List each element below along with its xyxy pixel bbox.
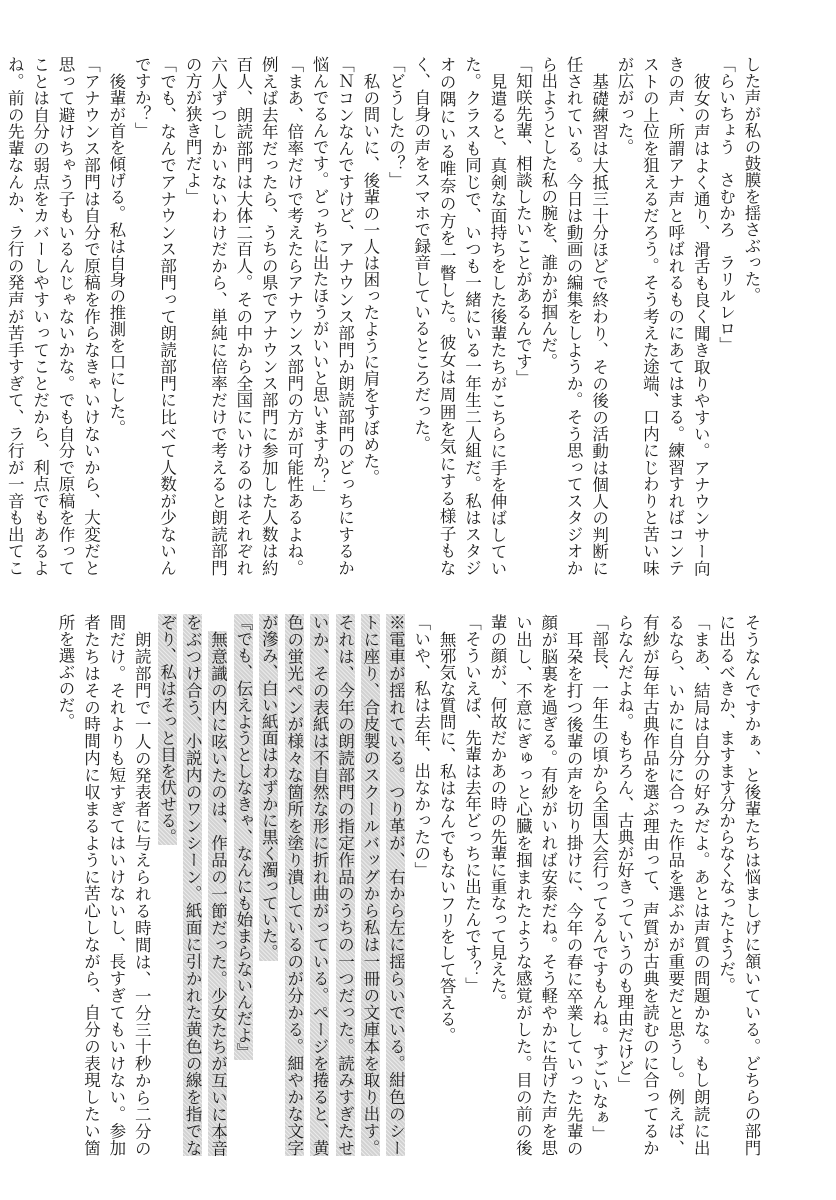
paragraph: 見遣ると、真剣な面持ちをした後輩たちがこちらに手を伸ばしていた。クラスも同じで、いつも一緒にいる一年生二人組だ。私はスタジオの隅にいる唯奈の方を一瞥した。彼女は周囲を気にする様子もなく、自身の声をスマホで録音しているところだった。 xyxy=(411,56,507,576)
dialogue-line: 「らいちょう さむかろ ラリルレロ」 xyxy=(716,56,736,353)
paragraph: した声が私の鼓膜を揺さぶった。 xyxy=(742,56,761,304)
flashback-paragraph xyxy=(154,614,230,1156)
dialogue-line: 「でも、なんでアナウンス部門って朗読部門に比べて人数が少ないんですか？」 xyxy=(132,56,177,576)
paragraph: 私の問いに、後輩の一人は困ったように肩をすぼめた。 xyxy=(360,72,380,485)
dialogue-line: 「そういえば、先輩は去年どっちに出たんです？」 xyxy=(462,614,482,994)
paragraph: 基礎練習は大抵三十分ほどで終わり、その後の活動は個人の判断に任されている。今日は動画の編集をしようか。そう思ってスタジオから出ようとした私の腕を、誰かが掴んだ。 xyxy=(538,56,609,576)
top-text-block xyxy=(5,56,764,576)
dialogue-line: 「どうしたの？」 xyxy=(386,56,406,188)
paragraph: 耳朶を打つ後輩の声を切り掛けに、今年の春に卒業していった先輩の顔が脳裏を過ぎる。有紗がいれば安泰だね。そう軽やかに告げた声を思い出し、不意にぎゅっと心臓を掴まれたような感覚がした。目の前の後輩の顔が、何故だかあの時の先輩に重なって見えた。 xyxy=(487,614,584,1156)
highlighted-text: 無意識の内に呟いたのは、作品の一節だった。少女たちが互いに本音をぶつけ合う、小説内のワンシーン。紙面に引かれた黄色の線を指でなぞり、私はそっと目を伏せる。 xyxy=(157,614,228,1157)
highlighted-text: 『でも、伝えようとしなきゃ、なんにも始まらないんだよ』 xyxy=(233,614,253,1060)
dialogue-line: 「知咲先輩、相談したいことがあるんです」 xyxy=(513,56,533,386)
flashback-quote xyxy=(230,614,255,1156)
paragraph: そうなんですかぁ、と後輩たちは悩ましげに頷いている。どちらの部門に出るべきか、ますます分からなくなったようだ。 xyxy=(716,614,761,1156)
dialogue-line: 「Ｎコンなんですけど、アナウンス部門か朗読部門のどっちにするか悩んでるんです。どっちに出たほうがいいと思いますか？」 xyxy=(310,56,355,576)
dialogue-line: 「いや、私は去年、出なかったの」 xyxy=(411,614,431,878)
paragraph: 後輩が首を傾げる。私は自身の推測を口にした。 xyxy=(106,72,126,436)
bottom-text-block xyxy=(56,614,764,1157)
dialogue-line: 「まあ、倍率だけで考えたらアナウンス部門の方が可能性あるよね。例えば去年だったら、うちの県でアナウンス部門に参加した人数は約百人、朗読部門は大体二百人。その中から全国にいけるのはそれぞれ六人ずつしかいないわけだから、単純に倍率だけで考えると朗読部門の方が狭き門だよ」 xyxy=(183,56,304,576)
dialogue-line: 「まあ、結局は自分の好みだよ。あとは声質の問題かな。もし朗読に出るなら、いかに自分に合った作品を選ぶかが重要だと思うし。例えば、有紗が毎年古典作品を選ぶ理由って、声質が古典を読むのに合ってるからなんだよね。もちろん、古典が好きっていうのも理由だけど」 xyxy=(614,614,711,1156)
paragraph: 無邪気な質問に、私はなんでもないフリをして答える。 xyxy=(437,630,457,1043)
paragraph: 朗読部門で一人の発表者に与えられる時間は、一分三十秒から二分の間だけ。それよりも短すぎてはいけないし、長すぎてもいけない。参加者たちはその時間内に収まるように苦心しながら、自分の表現したい箇所を選ぶのだ。 xyxy=(56,614,152,1156)
dialogue-line: 「アナウンス部門は自分で原稿を作らなきゃいけないから、大変だと思って避けちゃう子もいるんじゃないかな。でも自分で原稿を作ってことは自分の弱点をカバーしやすいってことだから、利点でもあるよね。前の先輩なんか、ラ行の発声が苦手すぎて、ラ行が一音も出てこ xyxy=(5,56,101,576)
flashback-paragraph xyxy=(256,614,408,1156)
paragraph: 彼女の声はよく通り、滑舌も良く聞き取りやすい。アナウンサー向きの声、所謂アナ声と呼ばれるものにあてはまる。練習すればコンテストの上位を狙えるだろう。そう考えた途端、口内にじわりと苦い味が広がった。 xyxy=(614,56,711,576)
highlighted-text: ※電車が揺れている。つり革が、右から左に揺らいでいる。紺色のシートに座り、合皮製のスクールバッグから私は一冊の文庫本を取り出す。それは、今年の朗読部門の指定作品のうちの一つだった。読みすぎたせいか、その表紙は不自然な形に折れ曲がっている。ページを捲ると、黄色の蛍光ペンが様々な箇所を塗り潰しているのが分かる。細やかな文字が滲み、白い紙面はわずかに黒く濁っていた。 xyxy=(259,614,406,1156)
dialogue-line: 「部長、一年生の頃から全国大会行ってるんですもんね。すごいなぁ」 xyxy=(589,614,609,1142)
